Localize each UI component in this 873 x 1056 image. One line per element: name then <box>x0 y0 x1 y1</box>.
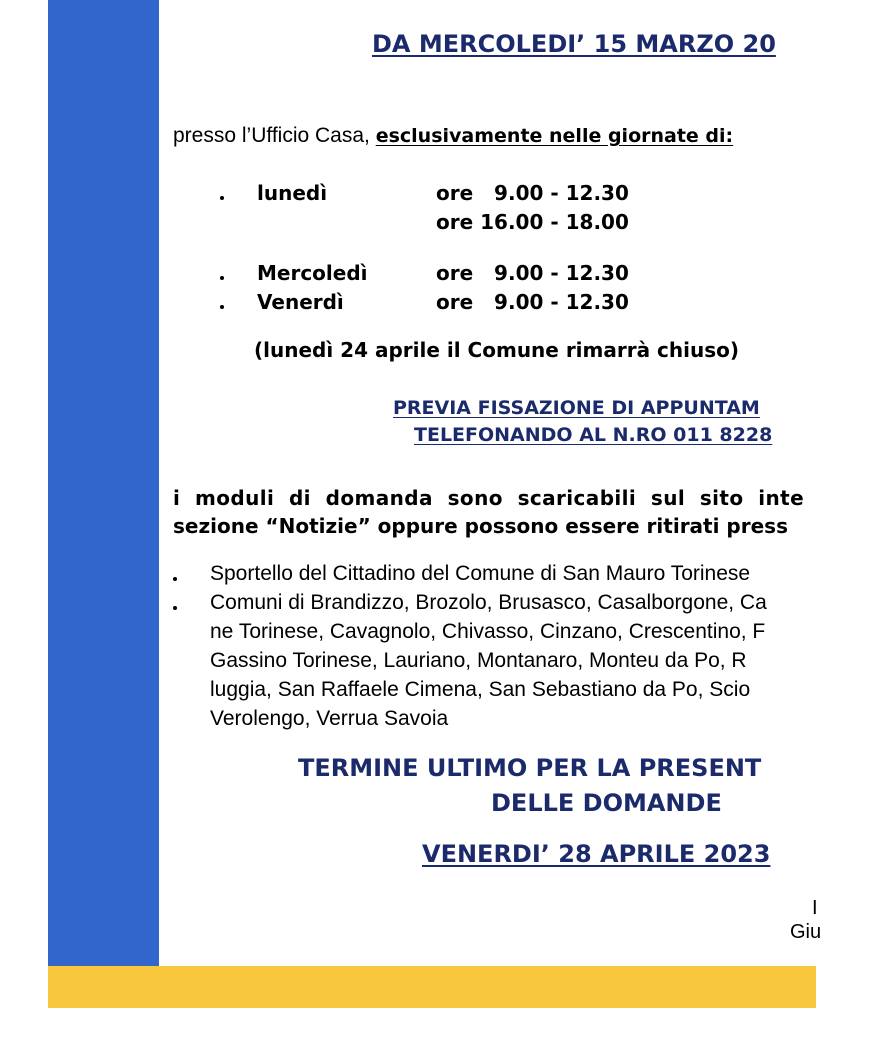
modules-paragraph-line-2: sezione “Notizie” oppure possono essere ritirati press <box>173 514 788 538</box>
location-item: Sportello del Cittadino del Comune di San Mauro Torinese <box>210 562 751 585</box>
deadline-heading-line-2: DELLE DOMANDE <box>491 789 722 817</box>
location-item-line: Verolengo, Verrua Savoia <box>210 707 449 730</box>
appointment-line-1: PREVIA FISSAZIONE DI APPUNTAM <box>393 397 760 419</box>
location-item-line: luggia, San Raffaele Cimena, San Sebastiano da Po, Scio <box>210 678 751 701</box>
office-intro-text: presso l’Ufficio Casa, <box>173 124 376 147</box>
schedule-time: ore 9.00 - 12.30 <box>436 290 629 314</box>
schedule-time: ore 16.00 - 18.00 <box>436 210 629 234</box>
bullet-icon <box>220 196 224 200</box>
office-intro-emphasis: esclusivamente nelle giornate di: <box>375 125 734 147</box>
date-heading: DA MERCOLEDI’ 15 MARZO 20 <box>372 30 776 58</box>
signature-line-1: I <box>812 897 818 919</box>
modules-paragraph-line-1: i moduli di domanda sono scaricabili sul sito inte <box>173 486 805 510</box>
bullet-icon <box>173 606 177 610</box>
location-item-line: ne Torinese, Cavagnolo, Chivasso, Cinzano, Crescentino, F <box>210 620 766 643</box>
schedule-day: Venerdì <box>257 290 344 314</box>
closure-note: (lunedì 24 aprile il Comune rimarrà chiuso) <box>254 338 740 362</box>
bullet-icon <box>173 577 177 581</box>
office-intro <box>173 124 733 148</box>
schedule-time: ore 9.00 - 12.30 <box>436 181 629 205</box>
schedule-time: ore 9.00 - 12.30 <box>436 261 629 285</box>
schedule-day: lunedì <box>257 181 328 205</box>
deadline-date: VENERDI’ 28 APRILE 2023 <box>422 840 771 868</box>
location-item-line: Comuni di Brandizzo, Brozolo, Brusasco, Casalborgone, Ca <box>210 591 767 614</box>
location-item-line: Gassino Torinese, Lauriano, Montanaro, Monteu da Po, R <box>210 649 747 672</box>
bullet-icon <box>220 305 224 309</box>
appointment-phone-line: TELEFONANDO AL N.RO 011 8228 <box>414 424 773 446</box>
deadline-heading-line-1: TERMINE ULTIMO PER LA PRESENT <box>298 754 762 782</box>
signature-line-2: Giu <box>790 921 822 943</box>
schedule-day: Mercoledì <box>257 261 368 285</box>
bullet-icon <box>220 276 224 280</box>
